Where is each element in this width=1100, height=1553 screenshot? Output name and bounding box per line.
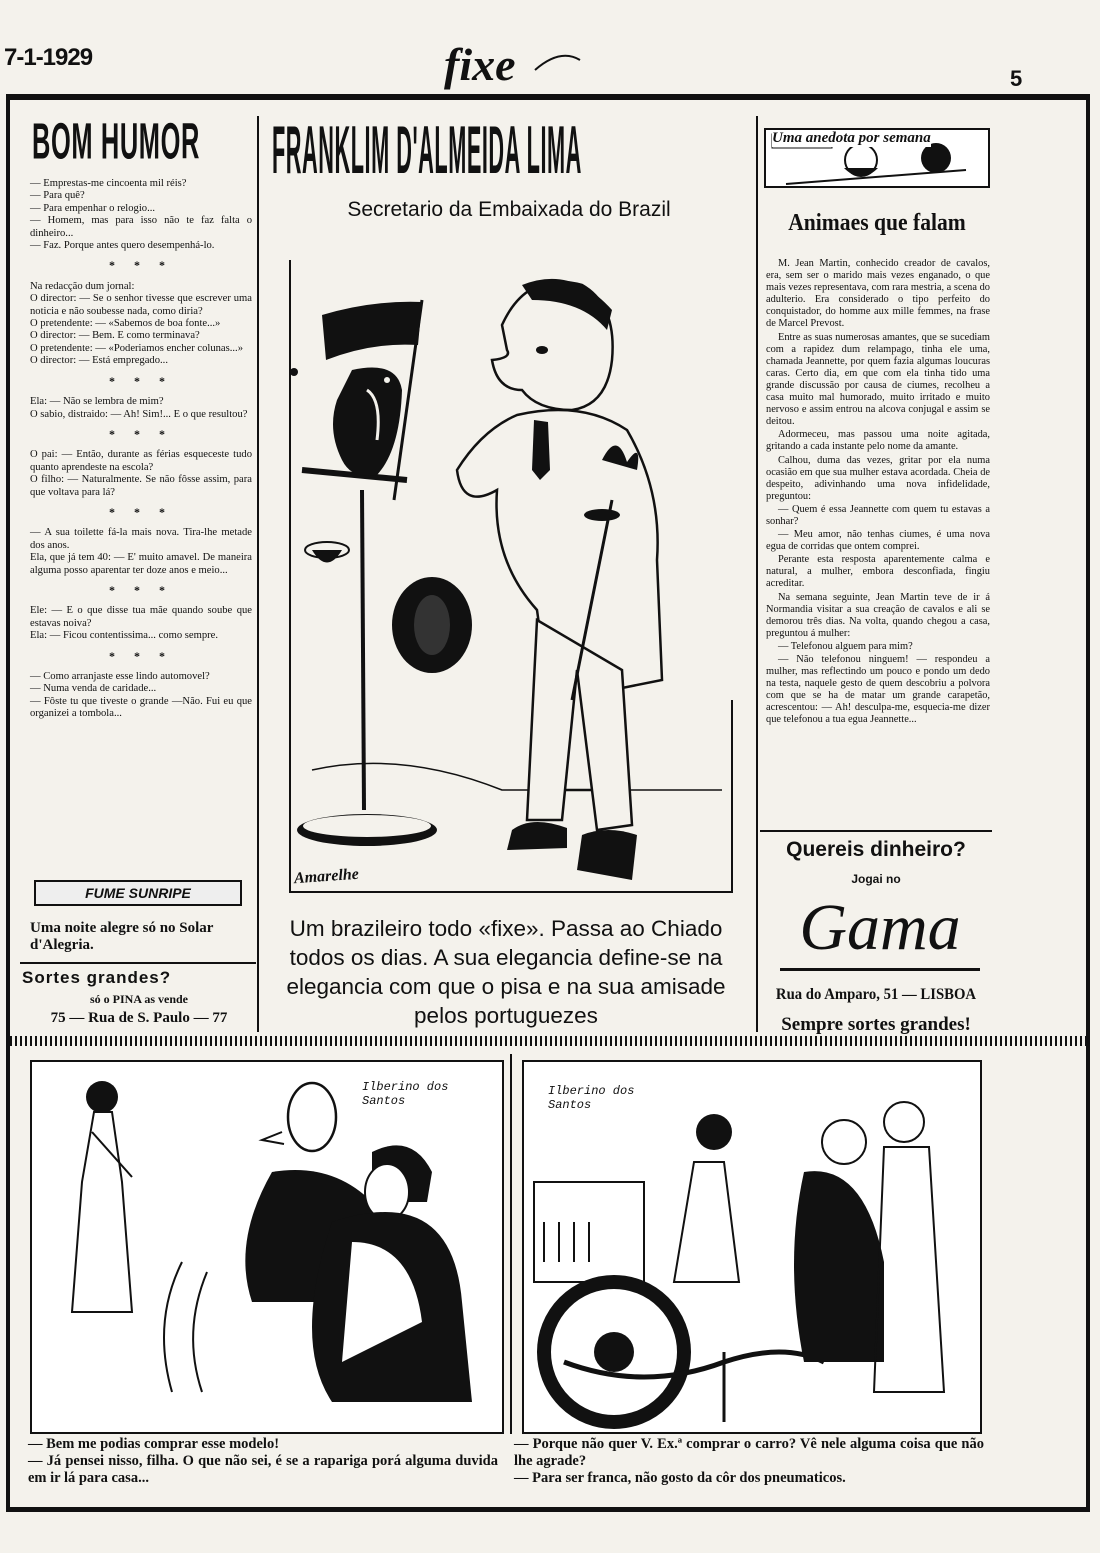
separator-stars: * * * (109, 648, 173, 663)
joke-2: Na redacção dum jornal: O director: — Se o senhor tivesse que escrever uma noticia e não soubesse nada, como diria? O pretendente: — «Sabemos de boa fonte...» O director: — Bem. E como terminava? O pretendente: — «Poderiamos encher colunas...» O director: — Está empregado... (30, 280, 252, 367)
separator-stars: * * * (109, 504, 173, 519)
column-rule-left (257, 116, 259, 1032)
jokes-column (30, 178, 252, 721)
cartoon-artist-1: Ilberino dos Santos (362, 1080, 449, 1108)
joke-7: — Como arranjaste esse lindo automovel? — Numa venda de caridade... — Fôste tu que tiveste o grande —Não. Fui eu que organizei a tombola... (30, 671, 252, 720)
cartoon-panel-2 (522, 1060, 982, 1434)
column-rule-right (756, 116, 758, 1032)
cartoon-caption-2: — Porque não quer V. Ex.ª comprar o carro? Vê nele alguma coisa que não lhe agrade? — Para ser franca, não gosto da côr dos pneumaticos. (514, 1436, 984, 1486)
anedota-banner (764, 128, 990, 188)
franklim-subtitle: Secretario da Embaixada do Brazil (347, 198, 671, 221)
ad-quereis-dinheiro: Quereis dinheiro? (786, 838, 966, 861)
caricature-illustration (282, 230, 742, 900)
issue-date: 7-1-1929 (4, 44, 93, 71)
cartoon-panel-1 (30, 1060, 504, 1434)
joke-4: O pai: — Então, durante as férias esqueceste tudo quanto aprendeste na escola? O filho: — Naturalmente. Se não fôsse assim, para que voltava para lá? (30, 449, 252, 498)
separator-stars: * * * (109, 258, 173, 273)
newspaper-logo (440, 30, 590, 90)
cartoon-artist-2: Ilberino dos Santos (548, 1084, 635, 1112)
anedota-banner-text: Uma anedota por semana (772, 130, 931, 146)
bom-humor-title: BOM HUMOR (32, 112, 200, 170)
ad-sortes-title: Sortes grandes? (22, 968, 172, 987)
section-divider (10, 1036, 1090, 1046)
joke-1: — Emprestas-me cincoenta mil réis? — Para quê? — Para empenhar o relogio... — Homem, mas para isso não te faz falta o dinheiro... — Faz. Porque antes quero desempenhá-lo. (30, 178, 252, 252)
joke-3: Ela: — Não se lembra de mim? O sabio, distraido: — Ah! Sim!... E o que resultou? (30, 396, 248, 420)
logo-text: fixe (444, 39, 516, 90)
ad-sortes-address: 75 — Rua de S. Paulo — 77 (50, 1010, 228, 1026)
cartoon-drawing-2 (524, 1062, 980, 1432)
joke-5: — A sua toilette fá-la mais nova. Tira-lhe metade dos anos. Ela, que já tem 40: — E' muito amavel. De maneira alguma posso aparentar ter doze anos e meio... (30, 527, 252, 576)
franklim-title: FRANKLIM D'ALMEIDA LIMA (272, 112, 582, 188)
separator-stars: * * * (109, 426, 173, 441)
separator-stars: * * * (109, 373, 173, 388)
cartoon-caption-1: — Bem me podias comprar esse modelo! — Já pensei nisso, filha. O que não sei, é se a rapariga porá alguma duvida em ir lá para casa... (28, 1436, 498, 1486)
ad-solar-alegria: Uma noite alegre só no Solar d'Alegria. (30, 920, 214, 953)
ad-jogai-no: Jogai no (851, 872, 901, 886)
ad-rule (20, 962, 256, 964)
cartoon-drawing-1 (32, 1062, 502, 1432)
separator-stars: * * * (109, 582, 173, 597)
ad-gama-tagline: Sempre sortes grandes! (781, 1014, 971, 1035)
caricature-signature: Amarelhe (293, 865, 360, 888)
page-number: 5 (1010, 66, 1023, 91)
anedota-title: Animaes que falam (788, 210, 966, 236)
ad-fume-sunripe: FUME SUNRIPE (34, 880, 242, 906)
ad-gama-address: Rua do Amparo, 51 — LISBOA (775, 986, 977, 1003)
ad-sortes-pina: só o PINA as vende (89, 992, 188, 1006)
ad-rule-right (760, 830, 992, 832)
cartoon-divider (510, 1054, 512, 1434)
ad-gama-brand: Gama (780, 888, 980, 971)
joke-6: Ele: — E o que disse tua mãe quando soube que estavas noiva? Ela: — Ficou contentissima... como sempre. (30, 605, 252, 642)
franklim-caption: Um brazileiro todo «fixe». Passa ao Chiado todos os dias. A sua elegancia define-se na elegancia com que o pisa e na sua amisade pelos portuguezes (286, 916, 726, 1028)
anedota-story: M. Jean Martin, conhecido creador de cavalos, era, sem ser o marido mais vezes enganado, o que mais vezes representava, com rara mestria, a scena do adulterio. Era considerado o tipo perfeito do conquistador, do homme aux mille femmes, na frase de Marcel Prevost. Entre as suas numerosas amantes, que se sucediam com a rapidez dum relampago, tinha ele uma, chamada Jeannette, por quem fazia algumas loucuras caras. Certo dia, em que com ela tinha tido uma grande discussão por causa de ciumes, recolheu a casa muito mal humorado, muito irritado e muito nervoso e assim entrou na alcova conjugal e assim se deitou. Adormeceu, mas passou uma noite agitada, gritando a cada instante pelo nome da amante. Calhou, duma das vezes, gritar por ela numa ocasião em que sua mulher estava acordada. Cheia de despeito, adivinhando uma nova infidelidade, preguntou: — Quem é essa Jeannette com quem tu estavas a sonhar? — Meu amor, não tenhas ciumes, é uma nova egua de corridas que ontem comprei. Perante esta resposta aparentemente calma e natural, a mulher, embora desconfiada, fingiu acreditar. Na semana seguinte, Jean Martin teve de ir á Normandia visitar a sua creação de cavalos e ali se demorou três dias. Na volta, quando chegou a casa, preguntou á mulher: — Telefonou alguem para mim? — Não telefonou ninguem! — respondeu a mulher, mas reflectindo um pouco e pondo um dedo na testa, naquele gesto de quem descobriu a polvora com que se ha de matar um grande carapetão, acrescentou: — Ah! desculpa-me, esquecia-me dizer que telefonou a tua egua Jeannette... (766, 258, 990, 726)
